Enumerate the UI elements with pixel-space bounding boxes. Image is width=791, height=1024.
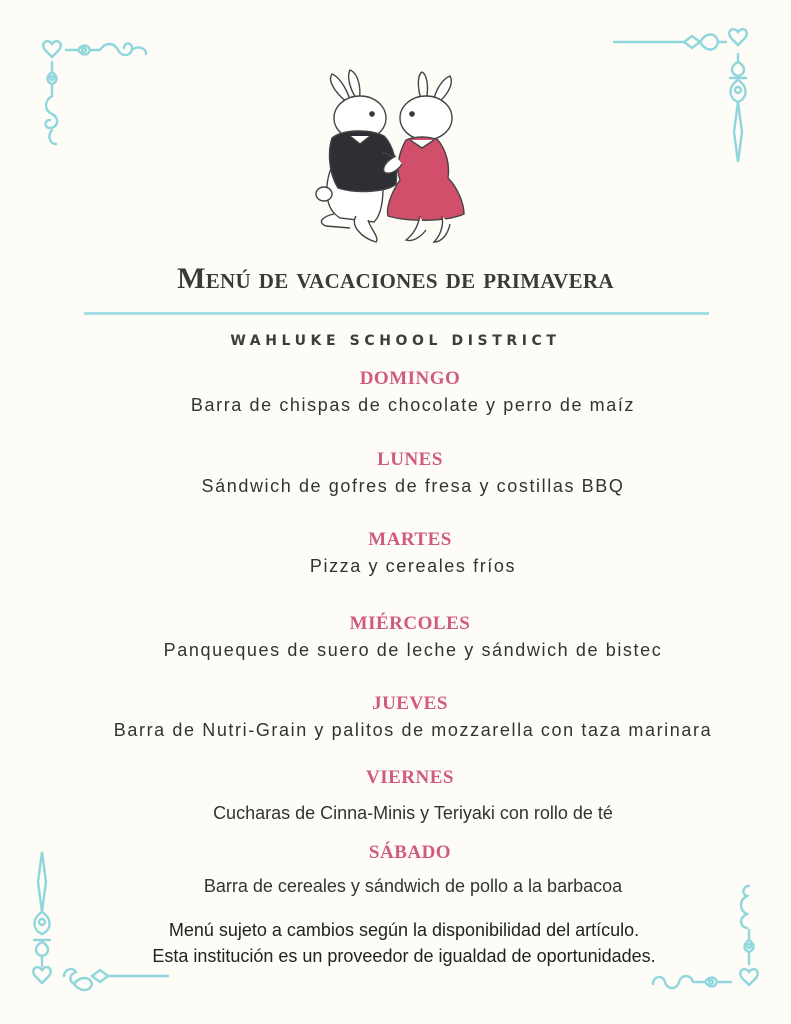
ornament-corner-icon <box>38 34 158 154</box>
day-wednesday: MIÉRCOLES <box>349 613 471 634</box>
menu-title: Menú de vacaciones de primavera <box>177 262 614 295</box>
bunny-couple-illustration <box>310 66 485 246</box>
bunny-right <box>384 72 464 242</box>
menu-item-friday: Cucharas de Cinna-Minis y Teriyaki con rollo de té <box>213 803 613 823</box>
menu-item-saturday: Barra de cereales y sándwich de pollo a la barbacoa <box>203 876 623 896</box>
menu-item-wednesday: Panqueques de suero de leche y sándwich de bistec <box>163 640 663 660</box>
day-saturday: SÁBADO <box>368 842 452 863</box>
menu-item-monday: Sándwich de gofres de fresa y costillas BBQ <box>201 476 625 496</box>
day-tuesday: MARTES <box>368 529 452 550</box>
ornament-corner-icon <box>610 18 760 168</box>
menu-item-sunday: Barra de chispas de chocolate y perro de maíz <box>190 395 636 415</box>
availability-note: Menú sujeto a cambios según la disponibilidad del artículo. <box>168 920 640 940</box>
day-thursday: JUEVES <box>372 693 448 714</box>
ornament-corner-icon <box>645 880 770 1005</box>
day-monday: LUNES <box>377 449 443 470</box>
menu-item-tuesday: Pizza y cereales fríos <box>309 556 517 576</box>
day-friday: VIERNES <box>366 767 454 788</box>
district-name: WAHLUKE SCHOOL DISTRICT <box>230 333 561 349</box>
equal-opportunity-note: Esta institución es un proveedor de igualdad de oportunidades. <box>152 946 656 966</box>
day-sunday: DOMINGO <box>359 368 461 389</box>
title-divider <box>84 312 709 315</box>
menu-item-thursday: Barra de Nutri-Grain y palitos de mozzarella con taza marinara <box>113 720 713 740</box>
